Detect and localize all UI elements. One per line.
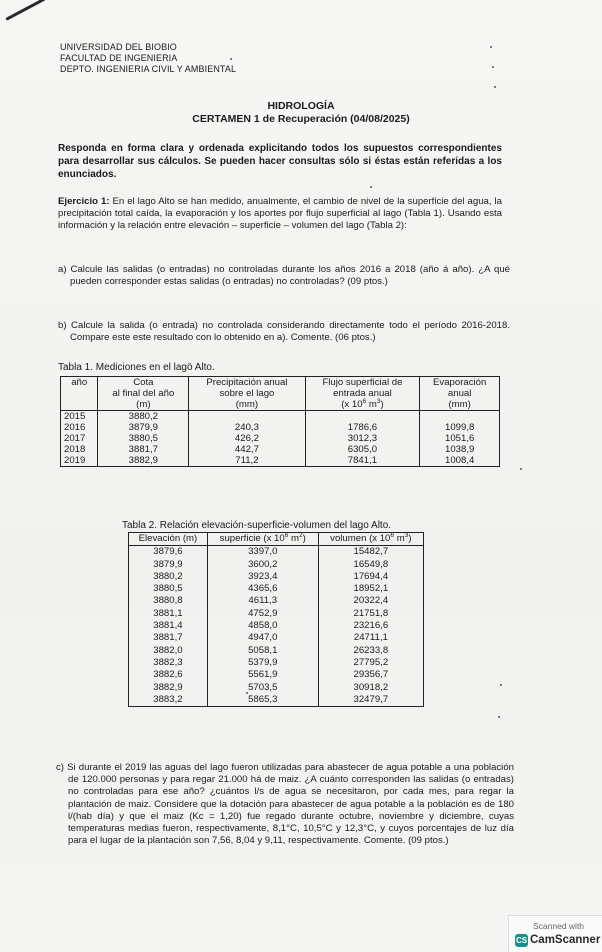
watermark-caption: Scanned with xyxy=(533,921,585,931)
table-1-caption: Tabla 1. Mediciones en el lagö Alto. xyxy=(58,362,215,373)
table-row: 3882,6 5561,9 29356,7 xyxy=(129,669,424,681)
watermark-brand: CamScanner xyxy=(530,934,601,946)
exercise-1-label: Ejercicio 1: xyxy=(58,196,110,207)
institution-header xyxy=(60,42,236,75)
table-1-measurements xyxy=(60,376,500,467)
table-row: 3880,5 4365,6 18952,1 xyxy=(129,583,424,595)
table-row: 3881,1 4752,9 21751,8 xyxy=(129,608,424,620)
table-row: 3882,9 5703,5 30918,2 xyxy=(129,682,424,694)
table-row: 3883,2 5865,3 32479,7 xyxy=(129,694,424,707)
department-name: DEPTO. INGENIERIA CIVIL Y AMBIENTAL xyxy=(60,64,237,74)
table-row: 3881,4 4858,0 23216,6 xyxy=(129,620,424,632)
col-header-volume: volumen (x $10^6$ $m^3$) xyxy=(318,533,423,546)
col-header-year: año xyxy=(61,377,98,411)
table-row: 2015 3880,2 xyxy=(61,411,500,423)
table-row: 3880,2 3923,4 17694,4 xyxy=(129,571,424,583)
scan-speck xyxy=(520,468,522,470)
table-row: 2018 3881,7 442,7 6305,0 1038,9 xyxy=(61,444,500,455)
instructions: Responda en forma clara y ordenada explicitando todos los supuestos correspondientes para desarrollar sus cálculos. Se pueden hacer consultas sólo si éstas están referidas a los enunciados. xyxy=(58,143,502,180)
camscanner-watermark xyxy=(508,915,602,952)
table-row: 3880,8 4611,3 20322,4 xyxy=(129,595,424,607)
scan-speck xyxy=(492,66,494,68)
table-row: 2019 3882,9 711,2 7841,1 1008,4 xyxy=(61,455,500,467)
scan-speck xyxy=(500,684,502,686)
camscanner-logo-icon: CS xyxy=(515,936,528,945)
col-header-elevation: Elevación (m) xyxy=(129,533,208,546)
question-c: c) Si durante el 2019 las aguas del lago fueron utilizadas para abastecer de agua potable a una población de 120.000 personas y para regar 21.000 há de maiz. ¿A cuánto corresponden las salidas (o entradas) no controladas para ese año? ¿cuántos l/s de agua se necesitaron, por cada mes, para regar la plantación de maiz. Considere que la dotación para abastecer de agua potable a la población es de 180 l/(hab día) y que el maiz (Kc = 1,20) fue regado durante octubre, noviembre y diciembre, cuyas temperaturas medias fueron, respectivamente, 8,1°C, 10,5°C y 12,3°C, y cuyos porcentajes de luz día para el lugar de la plantación son 7,56, 8,04 y 9,11, respectivamente. Comente. (09 ptos.) xyxy=(56,762,514,847)
scan-speck xyxy=(490,46,492,48)
scan-speck xyxy=(246,692,248,694)
table-row: 3882,3 5379,9 27795,2 xyxy=(129,657,424,669)
table-row: 3881,7 4947,0 24711,1 xyxy=(129,632,424,644)
col-header-area: superficie (x $10^6$ $m^2$) xyxy=(207,533,318,546)
question-a: a) Calcule las salidas (o entradas) no controladas durante los años 2016 a 2018 (año á año). ¿A qué pueden corresponder estas salidas (o entradas) no controladas? (09 ptos.) xyxy=(58,264,510,288)
table-row: 2017 3880,5 426,2 3012,3 1051,6 xyxy=(61,433,500,444)
table-2-caption: Tabla 2. Relación elevación-superficie-volumen del lago Alto. xyxy=(122,520,392,531)
faculty-name: FACULTAD DE INGENIERIA xyxy=(60,53,178,63)
scan-speck xyxy=(498,716,500,718)
subject-title: HIDROLOGÍA xyxy=(267,100,335,112)
scan-speck xyxy=(230,58,232,60)
exercise-1-statement xyxy=(58,196,502,233)
col-header-evaporation: Evaporación anual (mm) xyxy=(420,377,500,411)
col-header-surface-flow: Flujo superficial de entrada anual (x $10^6$ $m^3$) xyxy=(305,377,420,411)
exam-title: CERTAMEN 1 de Recuperación (04/08/2025) xyxy=(192,113,410,125)
table-row: 2016 3879,9 240,3 1786,6 1099,8 xyxy=(61,422,500,433)
col-header-cota: Cota al final del año (m) xyxy=(98,377,189,411)
university-name: UNIVERSIDAD DEL BIOBIO xyxy=(60,42,177,52)
col-header-precipitation: Precipitación anual sobre el lago (mm) xyxy=(189,377,305,411)
pen-stroke xyxy=(5,0,45,21)
exercise-1-text: En el lago Alto se han medido, anualmente, el cambio de nivel de la superficie del agua, la precipitación total caída, la evaporación y los aportes por flujo superficial al lago (Tabla 1). Usando esta información y la relación entre elevación – superficie – volumen del lago (Tabla 2): xyxy=(58,196,502,232)
question-b: b) Calcule la salida (o entrada) no controlada considerando directamente todo el período 2016-2018. Compare este este resultado con lo obtenido en a). Comente. (06 ptos.) xyxy=(58,320,510,344)
table-row: 3879,6 3397,0 15482,7 xyxy=(129,546,424,559)
scan-speck xyxy=(370,186,372,188)
scan-speck xyxy=(494,86,496,88)
table-row: 3879,9 3600,2 16549,8 xyxy=(129,559,424,571)
table-row: 3882,0 5058,1 26233,8 xyxy=(129,645,424,657)
table-2-elevation-area-volume xyxy=(128,532,424,707)
